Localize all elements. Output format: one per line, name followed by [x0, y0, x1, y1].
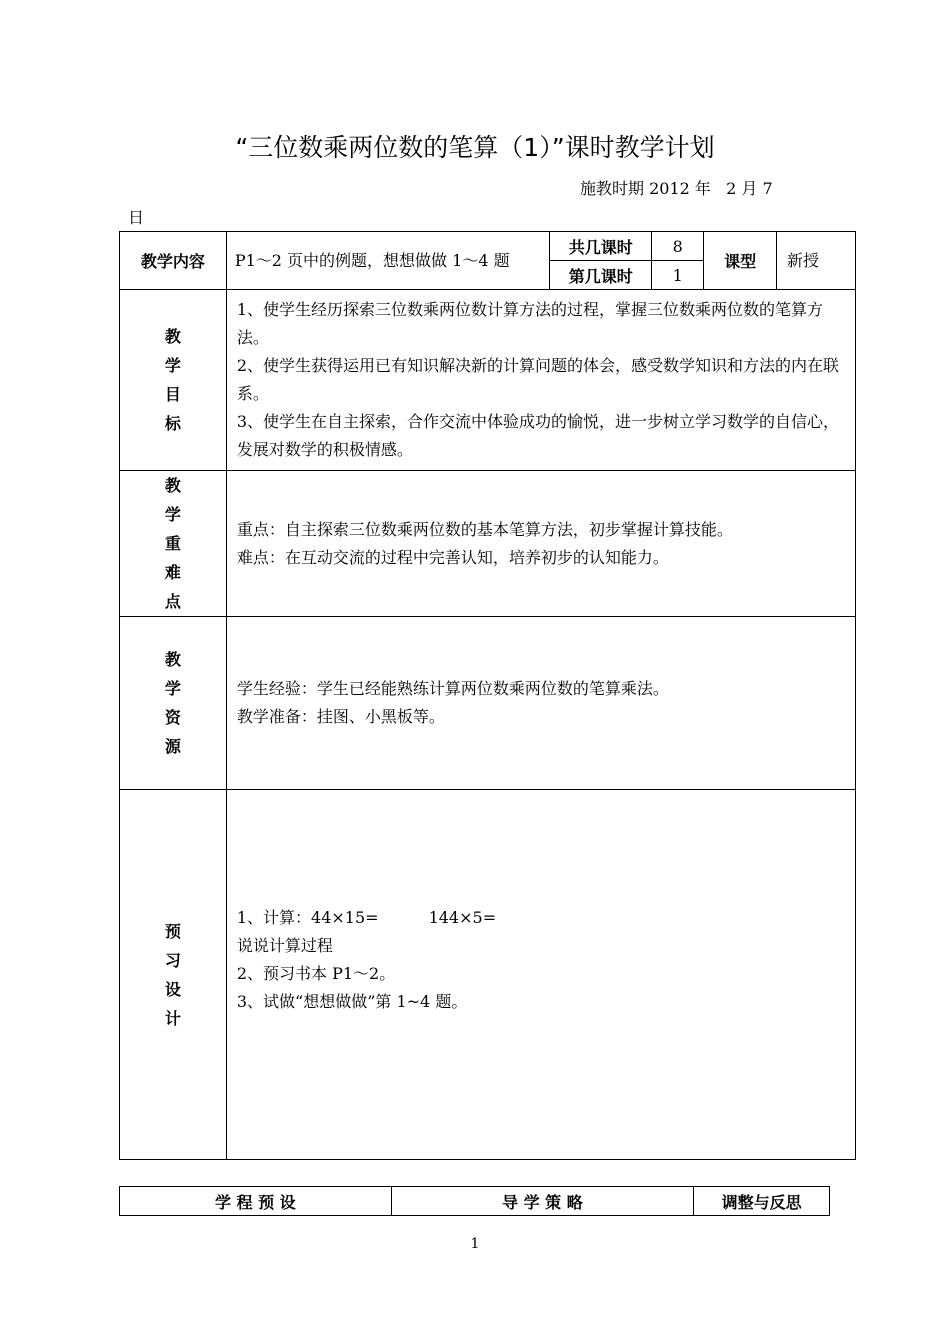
current-period-label: 第几课时 [550, 261, 652, 290]
content-label: 教学内容 [120, 232, 227, 290]
goals-label: 教 学 目 标 [120, 290, 227, 471]
preview-item: 说说计算过程 [236, 936, 333, 955]
adjustment-reflection-header: 调整与反思 [694, 1187, 830, 1216]
guidance-strategy-header: 导 学 策 略 [391, 1187, 694, 1216]
content-value: P1～2 页中的例题，想想做做 1～4 题 [226, 232, 550, 290]
teaching-preparation: 教学准备：挂图、小黑板等。 [236, 707, 445, 726]
process-design-header: 学 程 预 设 [120, 1187, 392, 1216]
process-table [119, 1186, 830, 1216]
difficulty-point: 难点：在互动交流的过程中完善认知，培养初步的认知能力。 [236, 547, 669, 567]
page-number: 1 [470, 1236, 480, 1252]
lesson-type-value: 新授 [777, 232, 856, 290]
date-line: 施教时期 2012 年 2 月 7 [580, 179, 773, 198]
resources-content [226, 617, 855, 790]
preview-item: 3、试做“想想做做”第 1~4 题。 [236, 992, 468, 1011]
lesson-plan-table [119, 231, 856, 1160]
key-points-content [226, 471, 855, 617]
total-periods-value: 8 [652, 232, 704, 261]
goal-item: 3、使学生在自主探索，合作交流中体验成功的愉悦，进一步树立学习数学的自信心，发展对数学的积极情感。 [236, 412, 840, 459]
preview-calculation: 1、计算：44×15= 144×5= [236, 908, 497, 927]
key-points-label: 教 学 重 难 点 [120, 471, 227, 617]
key-point: 重点：自主探索三位数乘两位数的基本笔算方法，初步掌握计算技能。 [236, 519, 733, 539]
goals-content [226, 290, 855, 471]
date-line-continued: 日 [128, 208, 145, 227]
total-periods-label: 共几课时 [550, 232, 652, 261]
goal-item: 1、使学生经历探索三位数乘两位数计算方法的过程，掌握三位数乘两位数的笔算方法。 [236, 300, 824, 347]
document-title: “三位数乘两位数的笔算（1）”课时教学计划 [235, 133, 715, 162]
current-period-value: 1 [652, 261, 704, 290]
preview-label: 预 习 设 计 [120, 790, 227, 1160]
student-experience: 学生经验：学生已经能熟练计算两位数乘两位数的笔算乘法。 [236, 679, 669, 698]
lesson-type-label: 课型 [704, 232, 777, 290]
resources-label: 教 学 资 源 [120, 617, 227, 790]
goal-item: 2、使学生获得运用已有知识解决新的计算问题的体会，感受数学知识和方法的内在联系。 [236, 356, 840, 403]
preview-content [226, 790, 855, 1160]
preview-item: 2、预习书本 P1～2。 [236, 964, 396, 983]
